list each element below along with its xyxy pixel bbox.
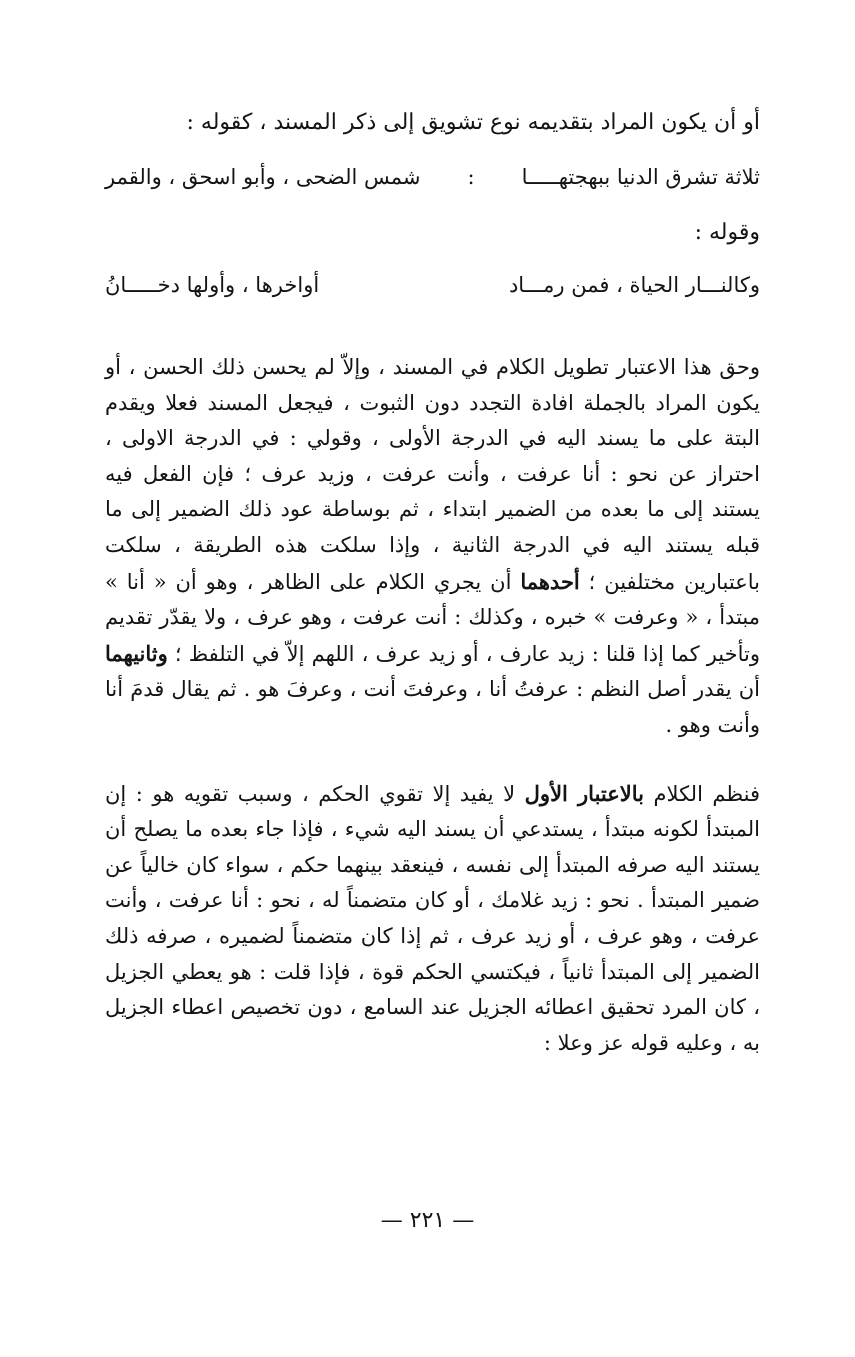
paragraph-1-part-3: أن يقدر أصل النظم : عرفتُ أنا ، وعرفتَ أنت ، وعرفَ هو . ثم يقال قدمَ أنا وأنت وهو . [105, 677, 760, 737]
paragraph-1-text [105, 350, 760, 744]
page-body [105, 108, 760, 1061]
intro-line: أو أن يكون المراد بتقديمه نوع تشويق إلى ذكر المسند ، كقوله : [186, 110, 760, 135]
paragraph-2-part-2: لا يفيد إلا تقوي الحكم ، وسبب تقويه هو : إن المبتدأ لكونه مبتدأ ، يستدعي أن يسند اليه شيء ، فإذا جاء بعده ما يصلح أن يستند اليه صرفه المبتدأ إلى نفسه ، فينعقد بينهما حكم ، سواء كان خالياً عن ضمير المبتدأ . نحو : زيد غلامك ، أو كان متضمناً له ، نحو : أنا عرفت ، وأنت عرفت ، وهو عرف ، أو زيد عرف ، ثم إذا كان متضمناً لضميره ، صرفه ذلك الضمير إلى المبتدأ ثانياً ، فيكتسي الحكم قوة ، فإذا قلت : هو يعطي الجزيل ، كان المرد تحقيق اعطائه الجزيل عند السامع ، دون تخصيص اعطاء الجزيل به ، وعليه قوله عز وعلا : [105, 781, 760, 1055]
paragraph-2-term-first-consideration: بالاعتبار الأول [524, 780, 645, 806]
page-number: — ٢٢١ — [380, 1208, 475, 1233]
paragraph-2-text [105, 776, 760, 1062]
paragraph-1-part-2: أن يجري الكلام على الظاهر ، وهو أن « أنا » مبتدأ ، « وعرفت » خبره ، وكذلك : أنت عرفت ، وهو عرف ، ولا يقدّر تقديم وتأخير كما إذا قلنا : زيد عارف ، أو زيد عرف ، اللهم إلاّ في التلفظ ؛ [105, 569, 760, 666]
verse-1-first-hemistich: ثلاثة تشرق الدنيا ببهجتهـــــا [521, 165, 760, 189]
verse-1-separator: : [467, 165, 475, 189]
quote-label: وقوله : [694, 220, 760, 245]
paragraph-1-term-thanihuma: وثانيهما [105, 640, 168, 666]
verse-2 [105, 270, 760, 300]
verse-1 [105, 162, 760, 192]
verse-1-second-hemistich: شمس الضحى ، وأبو اسحق ، والقمر [105, 165, 421, 189]
verse-2-second-hemistich: أواخرها ، وأولها دخـــــانُ [105, 273, 320, 297]
paragraph-2 [105, 776, 760, 1062]
paragraph-1 [105, 350, 760, 744]
verse-2-first-hemistich: وكالنـــار الحياة ، فمن رمـــاد [508, 273, 760, 297]
paragraph-2-part-1: فنظم الكلام [644, 781, 761, 806]
paragraph-1-term-ahaduhuma: أحدهما [520, 568, 580, 594]
paragraph-1-part-1: وحق هذا الاعتبار تطويل الكلام في المسند ، وإلاّ لم يحسن ذلك الحسن ، أو يكون المراد بالجملة افادة التجدد دون الثبوت ، فيجعل المسند فعلا ويقدم البتة على ما يسند اليه في الدرجة الأولى ، وقولي : في الدرجة الاولى ، احتراز عن نحو : أنا عرفت ، وأنت عرفت ، وزيد عرف ؛ فإن الفعل فيه يستند إلى ما بعده من الضمير ابتداء ، ثم بوساطة عود ذلك الضمير إلى ما قبله يستند اليه في الدرجة الثانية ، وإذا سلكت هذه الطريقة ، سلكت باعتبارين مختلفين ؛ [105, 355, 760, 594]
